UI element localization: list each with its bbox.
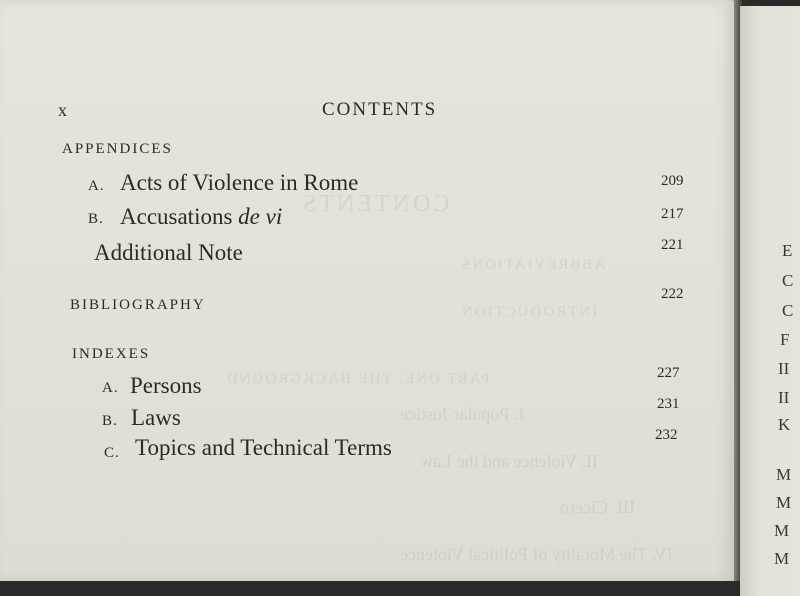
show-through-line: INTRODUCTION — [460, 304, 598, 320]
page-number: x — [58, 100, 67, 120]
entry-letter: C. — [104, 445, 120, 461]
entry-letter: A. — [88, 178, 105, 194]
entry-title — [120, 205, 282, 228]
entry-page: 231 — [657, 396, 680, 412]
section-heading-bibliography: BIBLIOGRAPHY — [70, 297, 206, 313]
show-through-line: PART ONE. THE BACKGROUND — [225, 371, 490, 387]
entry-title: Persons — [130, 373, 202, 398]
entry-letter: A. — [102, 380, 119, 396]
entry-title: Topics and Technical Terms — [135, 435, 392, 460]
entry-page: 232 — [655, 427, 678, 443]
adjacent-page — [740, 6, 800, 596]
entry-title: Additional Note — [94, 240, 243, 265]
adjacent-letter: M — [774, 521, 790, 540]
adjacent-letter: F — [780, 330, 790, 349]
entry-page: 217 — [661, 206, 684, 222]
entry-page: 221 — [661, 237, 684, 253]
adjacent-letter: M — [774, 549, 790, 568]
adjacent-letter: II — [778, 359, 790, 378]
section-heading-indexes: INDEXES — [72, 346, 151, 362]
show-through-line: I. Popular Justice — [400, 404, 525, 424]
entry-letter: B. — [88, 211, 104, 227]
show-through-title: CONTENTS — [300, 191, 450, 217]
adjacent-letter: C — [782, 271, 794, 290]
adjacent-letter: C — [782, 301, 794, 320]
adjacent-letter: M — [776, 465, 792, 484]
section-heading-appendices: APPENDICES — [62, 141, 173, 157]
entry-page: 227 — [657, 365, 680, 381]
entry-title-roman: Accusations — [120, 204, 239, 229]
page-title: CONTENTS — [322, 99, 438, 120]
section-page: 222 — [661, 286, 684, 302]
show-through-line: III. Cicero — [560, 497, 635, 517]
adjacent-letter: II — [778, 388, 790, 407]
adjacent-letter: K — [778, 415, 791, 434]
entry-title: Laws — [131, 405, 181, 430]
show-through-line: ABBREVIATIONS — [460, 257, 606, 273]
entry-title: Acts of Violence in Rome — [120, 170, 359, 195]
entry-title-italic: de vi — [238, 204, 283, 229]
adjacent-letter: E — [782, 241, 793, 260]
show-through-line: II. Violence and the Law — [420, 451, 599, 471]
adjacent-letter: M — [776, 493, 792, 512]
entry-letter: B. — [102, 413, 118, 429]
show-through-line: IV. The Morality of Political Violence — [400, 544, 673, 564]
entry-page: 209 — [661, 173, 684, 189]
